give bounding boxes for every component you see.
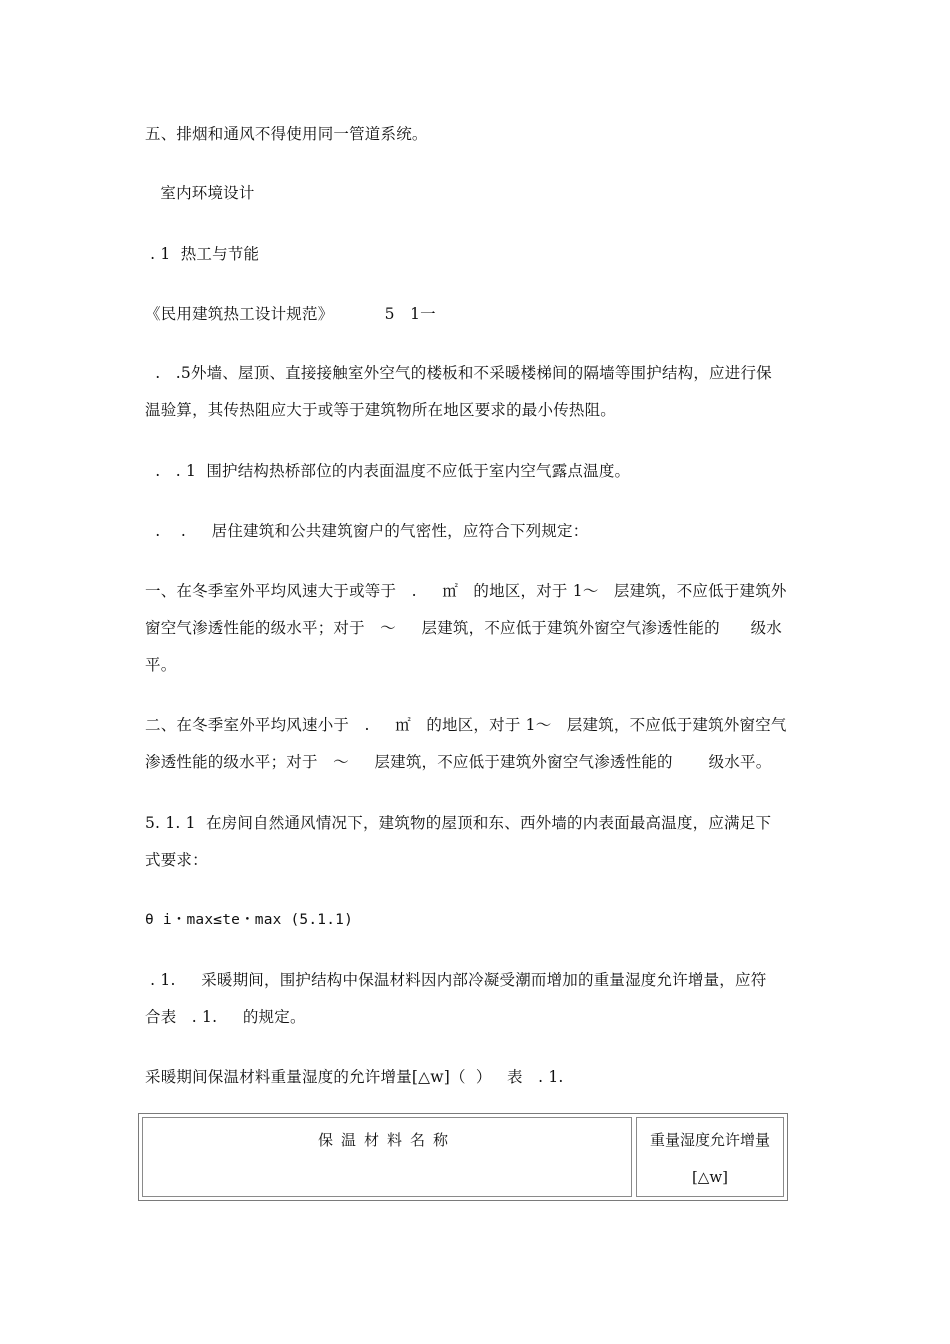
table-header-allowable-increase [636, 1117, 784, 1197]
text-line-rule-two-1: 二、在冬季室外平均风速小于 . ㎡ 的地区，对于 1～ 层建筑，不应低于建筑外窗空气 [145, 716, 787, 734]
formula-line: θ i・max≤te・max (5.1.1) [145, 912, 353, 928]
text-line-heating-period-2: 合表 . 1. 的规定。 [145, 1008, 306, 1026]
table-header-allowable-increase-symbol: [△w] [691, 1168, 729, 1186]
text-line-rule-two-2: 渗透性能的级水平；对于 ～ 层建筑，不应低于建筑外窗空气渗透性能的 级水平。 [145, 753, 772, 771]
text-line-insulation-1: . .5外墙、屋顶、直接接触室外空气的楼板和不采暖楼梯间的隔墙等围护结构，应进行保 [145, 364, 772, 382]
table-header-allowable-increase-label: 重量湿度允许增量 [649, 1131, 770, 1149]
table-header-material-name [142, 1117, 632, 1197]
table-header-material-name-label: 保温材料名称 [317, 1131, 456, 1149]
text-line-rule-one-3: 平。 [145, 656, 177, 674]
text-line-ventilation-2: 式要求： [145, 851, 208, 869]
text-line-standard-reference: 《民用建筑热工设计规范》 5 1一 [145, 305, 436, 323]
moisture-table-header-row [142, 1117, 784, 1197]
table-caption: 采暖期间保温材料重量湿度的允许增量[△w]（ ） 表 . 1. [145, 1068, 564, 1086]
text-line-rule-one-1: 一、在冬季室外平均风速大于或等于 . ㎡ 的地区，对于 1～ 层建筑，不应低于建筑外 [145, 582, 787, 600]
text-line-rule-one-2: 窗空气渗透性能的级水平；对于 ～ 层建筑，不应低于建筑外窗空气渗透性能的 级水 [145, 619, 782, 637]
subsection-heading-thermal: . 1 热工与节能 [145, 245, 260, 263]
section-heading-indoor-environment: 室内环境设计 [145, 184, 255, 202]
text-line-ventilation-1: 5. 1. 1 在房间自然通风情况下，建筑物的屋顶和东、西外墙的内表面最高温度，应满足下 [145, 814, 772, 832]
moisture-table [138, 1113, 788, 1201]
text-line-smoke-ventilation: 五、排烟和通风不得使用同一管道系统。 [145, 125, 428, 143]
text-line-airtightness: . . 居住建筑和公共建筑窗户的气密性，应符合下列规定： [145, 522, 589, 540]
text-line-heating-period-1: . 1. 采暖期间，围护结构中保温材料因内部冷凝受潮而增加的重量湿度允许增量，应符 [145, 971, 767, 989]
text-line-thermal-bridge: . . 1 围护结构热桥部位的内表面温度不应低于室内空气露点温度。 [145, 462, 631, 480]
text-line-insulation-2: 温验算，其传热阻应大于或等于建筑物所在地区要求的最小传热阻。 [145, 401, 617, 419]
